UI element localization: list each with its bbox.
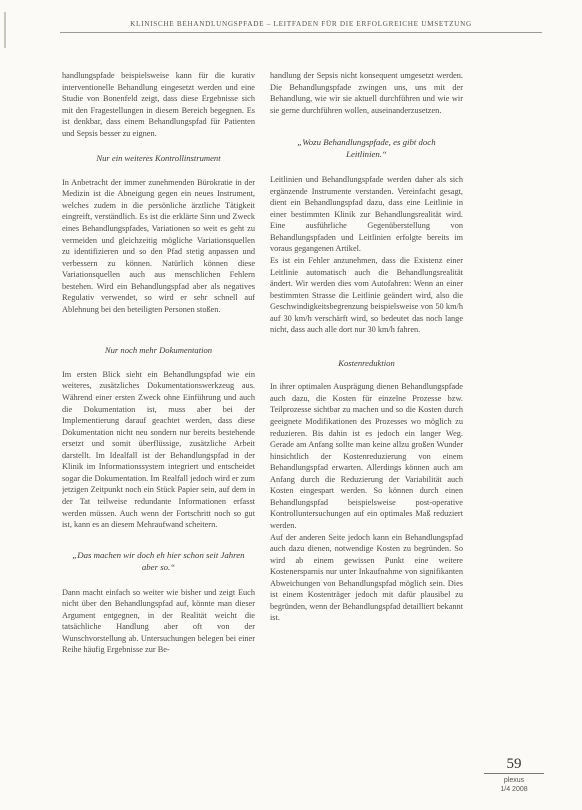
paragraph: In ihrer optimalen Ausprägung dienen Behandlungspfade auch dazu, die Kosten für einzelne Prozesse bzw. Teilprozesse sichtbar zu machen und so die Kosten durch geeignete Modifikationen des Prozesses wo möglich zu reduzieren. Bis dahin ist es jedoch ein langer Weg. Gerade am Anfang sollte man keine allzu großen Wunder hinsichtlich der Kostenreduzierung von einem Behandlungspfad erwarten. Allerdings können auch am Anfang durch die Reduzierung der Variabilität auch Kosten eingespart werden. So können durch einen Behandlungspfad beispielsweise post-operative Kontrolluntersuchungen auf ein optimales Maß reduziert werden.	[270, 382, 463, 530]
running-header: KLINISCHE BEHANDLUNGSPFADE – LEITFADEN FÜR DIE ERFOLGREICHE UMSETZUNG	[130, 20, 472, 28]
paragraph: Dann macht einfach so weiter wie bisher und zeigt Euch nicht über den Behandlungspfad auf, könnte man dieser Argument entgegnen, in der Realität weicht die tatsächliche Handlung aber oft von der Wunschvorstellung ab. Untersuchungen belegen bei einer Reihe häufig Ergebnisse zur Be-	[62, 587, 255, 655]
header-rule	[60, 32, 542, 33]
journal-name: plexus	[503, 777, 525, 784]
pull-quote: „Wozu Behandlungspfade, es gibt doch Leitlinien.“	[297, 137, 436, 160]
subheading: Kostenreduktion	[338, 357, 395, 368]
subheading: Nur noch mehr Dokumentation	[104, 345, 213, 356]
page-number: 59	[484, 756, 544, 774]
issue-date: 1/4 2008	[500, 786, 528, 793]
page-edge-mark	[4, 12, 6, 48]
page-footer	[484, 756, 544, 794]
paragraph: handlungspfade beispielsweise kann für die kurativ interventionelle Behandlung eingesetzt werden und eine Studie von Bonenfeld zeigt, dass diese Ergebnisse sich mit den Fragestellungen in diesem Bereich begegnen. Es ist denkbar, dass einem Behandlungspfad für Patienten und Sepsis besser zu eignen.	[62, 71, 255, 138]
paragraph: Leitlinien und Behandlungspfade werden daher als sich ergänzende Instrumente verstanden. Vereinfacht gesagt, dient ein Behandlungspfad dazu, dass eine Leitlinie in einer bestimmten Klinik zur Behandlungsrealität wird. Eine ausführliche Gegenüberstellung von Behandlungspfaden und Leitlinien erfolgte bereits im voraus gegangenen Artikel.	[270, 175, 463, 254]
paragraph: handlung der Sepsis nicht konsequent umgesetzt werden. Die Behandlungspfade zwingen uns, uns mit der Behandlung, wie wir sie aktuell durchführen und wie wir sie gerne durchführen wollen, auseinanderzusetzen.	[270, 71, 463, 115]
pull-quote: „Das machen wir doch eh hier schon seit Jahren aber so.“	[72, 549, 245, 572]
left-column	[62, 70, 255, 805]
paragraph: In Anbetracht der immer zunehmenden Bürokratie in der Medizin ist die Abneigung gegen ein neues Instrument, welches zudem in die persönliche ärztliche Tätigkeit eingreift, verständlich. Es ist die erklärte Sinn und Zweck eines Behandlungspfades, Variationen so weit es geht zu vermeiden und gleichzeitig mögliche Variationsquellen zu identifizieren und so den Pfad stetig anpassen und verbessern zu können. Natürlich können diese Variationsquellen auch aus menschlichen Fehlern bestehen. Wird ein Behandlungspfad aber als negatives Regulativ verwendet, so wird er sehr schnell auf Ablehnung bei den beteiligten Personen stoßen.	[62, 177, 255, 314]
paragraph: Auf der anderen Seite jedoch kann ein Behandlungspfad auch dazu dienen, notwendige Kosten zu begründen. So wird ab einem gewissen Punkt eine weitere Kostenersparnis nur unter Inkaufnahme von signifikanten Abweichungen von Behandlungspfad möglich sein. Dies ist einem Kostenträger jedoch mit dafür plausibel zu begründen, wenn der Behandlungspfad detailliert bekannt ist.	[270, 532, 463, 623]
right-column	[270, 70, 463, 624]
paragraph: Es ist ein Fehler anzunehmen, dass die Existenz einer Leitlinie automatisch auch die Behandlungsrealität ändert. Wir werden dies vom Autofahren: Wenn an einer bestimmten Strasse die Leitlinie geändert wird, also die Geschwindigkeitsbegrenzung beispielsweise von 50 km/h auf 30 km/h verschärft wird, so bedeutet das noch lange nicht, dass auch alle dort nur 30 km/h fahren.	[270, 256, 463, 335]
subheading: Nur ein weiteres Kontrollinstrument	[96, 153, 221, 164]
paragraph: Im ersten Blick sieht ein Behandlungspfad wie ein weiteres, zusätzliches Dokumentationswerkzeug aus. Während einer ersten Zweck ohne Einführung und auch die Dokumentation ist, muss aber bei der Implementierung darauf geachtet werden, dass diese Dokumentation nicht neu sondern nur bereits bestehende ersetzt und somit überflüssige, zusätzliche Arbeit darstellt. Im Idealfall ist der Behandlungspfad in der Klinik im Informationssystem integriert und entscheidet sogar die Dokumentation. Im Realfall jedoch wird er zum jetzigen Zeitpunkt noch ein Stück Papier sein, auf dem in der Tat teilweise redundante Informationen erfasst werden müssen. Auch wenn der Fortschritt noch so gut ist, kann es an diesem Mehraufwand scheitern.	[62, 369, 255, 530]
